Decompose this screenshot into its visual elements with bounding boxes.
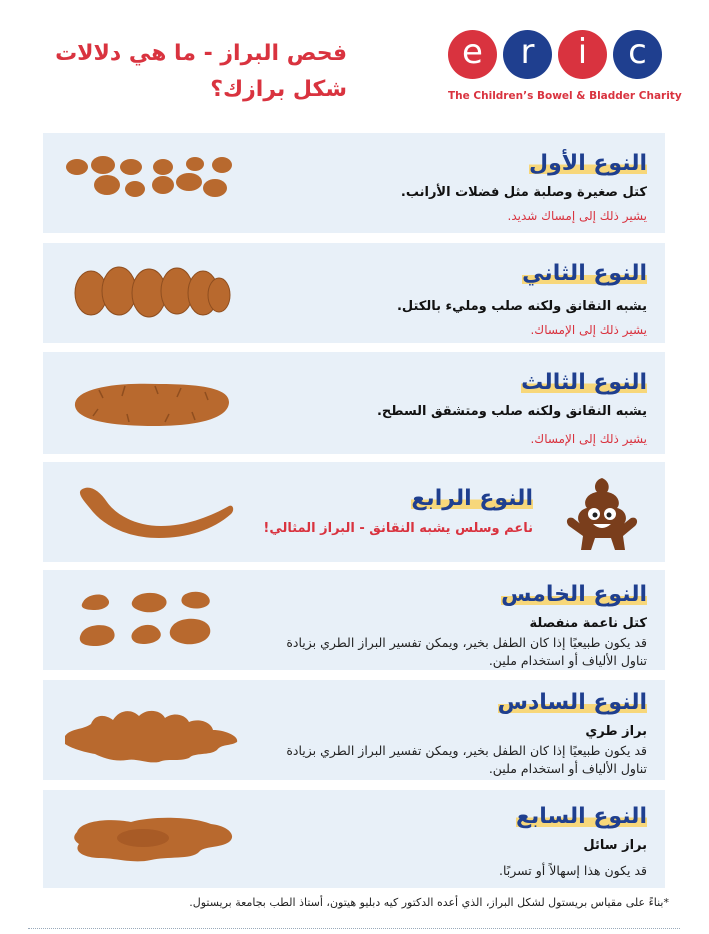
type-3-title: النوع الثالث <box>521 370 647 395</box>
type-6-description: براز طري <box>585 724 647 739</box>
title-line-2: شكل برازك؟ <box>210 77 347 102</box>
stool-type-7-card <box>43 790 665 888</box>
type-4-smooth-sausage-icon <box>77 480 237 540</box>
type-5-description: كتل ناعمة منفصلة <box>529 616 647 631</box>
type-6-mushy-icon <box>61 700 251 766</box>
type-6-body-line-1: قد يكون طبيعيًا إذا كان الطفل بخير، ويمكن تفسير البراز الطري بزيادة <box>286 743 647 758</box>
type-2-description: يشبه النقانق ولكنه صلب ومليء بالكتل. <box>396 299 647 314</box>
type-4-note: ناعم وسلس يشبه النقانق - البراز المثالي! <box>263 521 533 536</box>
type-2-note: يشير ذلك إلى الإمساك. <box>530 323 647 337</box>
eric-logo <box>448 30 682 108</box>
type-3-description: يشبه النقانق ولكنه صلب ومتشقق السطح. <box>376 404 647 419</box>
type-6-text <box>286 686 647 778</box>
logo-letter-e: e <box>448 30 497 79</box>
footnote: *بناءً على مقياس بريستول لشكل البراز، الذي أعده الدكتور كيه دبليو هيتون، أستاذ الطب بجامعة بريستول. <box>189 896 669 909</box>
type-4-text <box>263 482 533 538</box>
type-5-body-line-2: تناول الألياف أو استخدام ملين. <box>488 653 647 668</box>
type-1-description: كتل صغيرة وصلبة مثل فضلات الأرانب. <box>400 185 647 200</box>
stool-type-4-card <box>43 462 665 562</box>
title-line-1: فحص البراز - ما هي دلالات <box>55 41 347 66</box>
stool-type-1-card <box>43 133 665 233</box>
type-1-text <box>401 147 647 225</box>
type-7-liquid-icon <box>71 812 241 866</box>
logo-letter-c: c <box>613 30 662 79</box>
type-5-soft-blobs-icon <box>73 588 243 658</box>
type-1-title: النوع الأول <box>529 151 647 176</box>
type-7-description: براز سائل <box>583 838 647 853</box>
type-7-title: النوع السابع <box>515 804 647 829</box>
type-4-title: النوع الرابع <box>411 486 533 511</box>
type-3-cracked-sausage-icon <box>69 376 239 432</box>
type-5-title: النوع الخامس <box>501 582 647 607</box>
type-1-note: يشير ذلك إلى إمساك شديد. <box>507 209 647 223</box>
type-2-text <box>397 257 647 339</box>
bottom-divider <box>28 928 680 929</box>
type-2-title: النوع الثاني <box>522 261 647 286</box>
page-title <box>27 36 347 108</box>
type-5-text <box>286 578 647 670</box>
type-2-lumpy-sausage-icon <box>73 265 233 321</box>
happy-poo-mascot-icon <box>559 474 645 554</box>
stool-type-3-card <box>43 352 665 454</box>
type-3-note: يشير ذلك إلى الإمساك. <box>530 432 647 446</box>
logo-letter-r: r <box>503 30 552 79</box>
stool-type-6-card <box>43 680 665 780</box>
type-7-text <box>499 800 647 880</box>
type-3-text <box>377 366 647 448</box>
type-6-title: النوع السادس <box>497 690 647 715</box>
type-5-body-line-1: قد يكون طبيعيًا إذا كان الطفل بخير، ويمكن تفسير البراز الطري بزيادة <box>286 635 647 650</box>
type-6-body-line-2: تناول الألياف أو استخدام ملين. <box>488 761 647 776</box>
charity-name: The Children’s Bowel & Bladder Charity <box>448 90 682 102</box>
stool-type-5-card <box>43 570 665 670</box>
logo-letter-i: i <box>558 30 607 79</box>
stool-type-2-card <box>43 243 665 343</box>
type-7-body-line-1: قد يكون هذا إسهالاً أو تسربًا. <box>499 863 647 878</box>
type-1-pellets-icon <box>63 155 243 205</box>
